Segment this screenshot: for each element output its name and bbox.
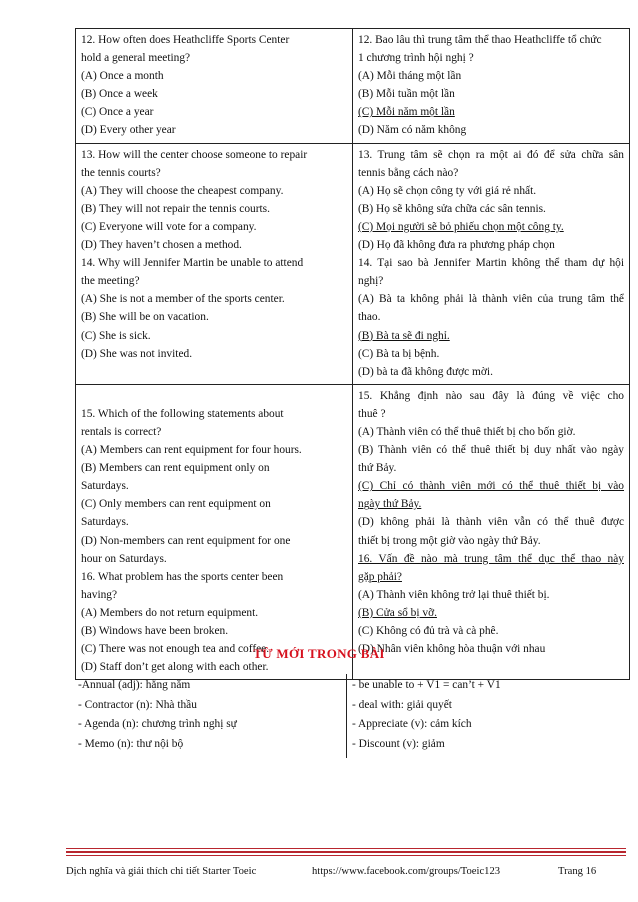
vietnamese-cell	[353, 143, 630, 384]
question-text: the tennis courts?	[81, 166, 161, 179]
option: (B) Thành viên có thể thuê thiết bị duy nhất vào ngày	[358, 444, 624, 457]
question-text: thuê ?	[358, 407, 386, 420]
option: (D) Họ đã không đưa ra phương pháp chọn	[358, 239, 555, 252]
option: (B) They will not repair the tennis courts.	[81, 202, 270, 215]
option: (D) They haven’t chosen a method.	[81, 239, 242, 252]
correct-answer: (B) Bà ta sẽ đi nghỉ.	[358, 329, 450, 342]
option: (A) Thành viên không trở lại thuê thiết bị.	[358, 588, 550, 601]
option: (A) Bà ta không phải là thành viên của trung tâm thể	[358, 293, 624, 306]
vocab-item: - be unable to + V1 = can’t + V1	[352, 679, 501, 691]
english-cell	[76, 29, 353, 144]
correct-answer: (C) Chỉ có thành viên mới có thể thuê thiết bị vào	[358, 480, 624, 493]
question-text: rentals is correct?	[81, 425, 162, 438]
option: (D) She was not invited.	[81, 347, 193, 360]
option: (B) She will be on vacation.	[81, 311, 209, 324]
vocab-item: -Annual (adj): hằng năm	[78, 679, 191, 691]
question-text: 13. Trung tâm sẽ chọn ra một ai đó để sửa chữa sân	[358, 148, 624, 161]
vocab-list-right	[352, 676, 612, 754]
page-number: Trang 16	[558, 866, 597, 877]
question-text: 14. Why will Jennifer Martin be unable to attend	[81, 257, 304, 270]
qa-table	[75, 28, 630, 680]
question-text: 15. Which of the following statements about	[81, 407, 284, 420]
vocab-list-left	[78, 676, 338, 754]
option: Saturdays.	[81, 516, 129, 529]
question-row-13-14	[76, 143, 630, 384]
option: (A) Members can rent equipment for four hours.	[81, 444, 302, 457]
footer-title: Dịch nghĩa và giải thích chi tiết Starter Toeic	[66, 866, 257, 877]
option: (D) bà ta đã không được mời.	[358, 365, 493, 378]
option: (A) Once a month	[81, 70, 164, 83]
option: (D) Staff don’t get along with each other.	[81, 661, 269, 674]
option: (D) Non-members can rent equipment for one	[81, 534, 291, 547]
question-text: the meeting?	[81, 275, 140, 288]
question-text: 12. Bao lâu thì trung tâm thể thao Heathcliffe tổ chức	[358, 34, 602, 46]
option: (A) Họ sẽ chọn công ty với giá rẻ nhất.	[358, 184, 537, 197]
footer-link[interactable]: https://www.facebook.com/groups/Toeic123	[312, 866, 501, 877]
question-text: 15. Khẳng định nào sau đây là đúng về việc cho	[358, 389, 624, 402]
option: (A) They will choose the cheapest company.	[81, 184, 284, 197]
option: (B) Windows have been broken.	[81, 625, 229, 637]
correct-answer: ngày thứ Bảy.	[358, 498, 422, 511]
question-row-12	[76, 29, 630, 144]
option: (D) Nhân viên không hòa thuận với nhau	[358, 643, 546, 656]
option: (C) Bà ta bị bệnh.	[358, 347, 440, 360]
option: (B) Members can rent equipment only on	[81, 462, 270, 475]
question-text: 13. How will the center choose someone to repair	[81, 148, 308, 161]
vocab-item: - Memo (n): thư nội bộ	[78, 737, 184, 750]
vocab-item: - deal with: giải quyết	[352, 698, 452, 711]
vocab-item: - Discount (v): giảm	[352, 737, 445, 750]
footer-rule	[66, 851, 626, 853]
correct-answer: (C) Mỗi năm một lần	[358, 106, 455, 119]
english-cell	[76, 143, 353, 384]
question-text: 14. Tại sao bà Jennifer Martin không thể tham dự hội	[358, 257, 624, 270]
option: (D) Every other year	[81, 124, 176, 137]
option: (C) Không có đủ trà và cà phê.	[358, 625, 499, 637]
vocab-item: - Agenda (n): chương trình nghị sự	[78, 718, 237, 730]
option: (D) không phải là thành viên vẫn có thể thuê được	[358, 516, 624, 529]
vietnamese-cell	[353, 29, 630, 144]
question-row-15-16	[76, 384, 630, 680]
option: thiết bị trong một giờ vào ngày thứ Bảy.	[358, 534, 541, 547]
vocab-item: - Appreciate (v): cảm kích	[352, 718, 472, 730]
question-text: nghị?	[358, 275, 384, 288]
correct-answer: (C) Mọi người sẽ bỏ phiếu chọn một công ty.	[358, 220, 564, 233]
english-cell	[76, 384, 353, 680]
option: (D) Năm có năm không	[358, 124, 467, 137]
question-text: 16. Vấn đề nào mà trung tâm thể dục thể thao này	[358, 552, 624, 565]
question-text: 16. What problem has the sports center been	[81, 570, 284, 583]
question-text: tennis bằng cách nào?	[358, 166, 459, 179]
option: thao.	[358, 311, 381, 324]
correct-answer: (B) Cửa sổ bị vỡ.	[358, 606, 437, 619]
question-text: gặp phải?	[358, 570, 402, 583]
option: (B) Once a week	[81, 88, 158, 101]
option: (A) Thành viên có thể thuê thiết bị cho bốn giờ.	[358, 425, 576, 438]
vietnamese-cell	[353, 384, 630, 680]
vocab-divider	[346, 674, 347, 758]
question-text: 12. How often does Heathcliffe Sports Center	[81, 34, 290, 46]
option: Saturdays.	[81, 480, 129, 493]
option: hour on Saturdays.	[81, 552, 167, 565]
option: (C) There was not enough tea and coffee.	[81, 643, 270, 656]
question-text: hold a general meeting?	[81, 52, 191, 65]
option: (C) Once a year	[81, 106, 154, 119]
option: (A) Members do not return equipment.	[81, 606, 259, 619]
vocab-item: - Contractor (n): Nhà thầu	[78, 698, 197, 711]
option: (C) Only members can rent equipment on	[81, 498, 271, 511]
option: (A) She is not a member of the sports center.	[81, 293, 285, 306]
option: (C) Everyone will vote for a company.	[81, 220, 257, 233]
option: thứ Bảy.	[358, 462, 397, 475]
option: (B) Họ sẽ không sửa chữa các sân tennis.	[358, 202, 546, 215]
option: (C) She is sick.	[81, 329, 151, 342]
footer-rule	[66, 855, 626, 856]
option: (B) Mỗi tuần một lần	[358, 88, 455, 101]
question-text: 1 chương trình hội nghị ?	[358, 52, 474, 65]
option: (A) Mỗi tháng một lần	[358, 70, 462, 83]
vocab-title: TỪ MỚI TRONG BÀI	[253, 646, 385, 661]
footer-rule	[66, 848, 626, 849]
blank-line	[81, 387, 347, 405]
question-text: having?	[81, 588, 118, 601]
